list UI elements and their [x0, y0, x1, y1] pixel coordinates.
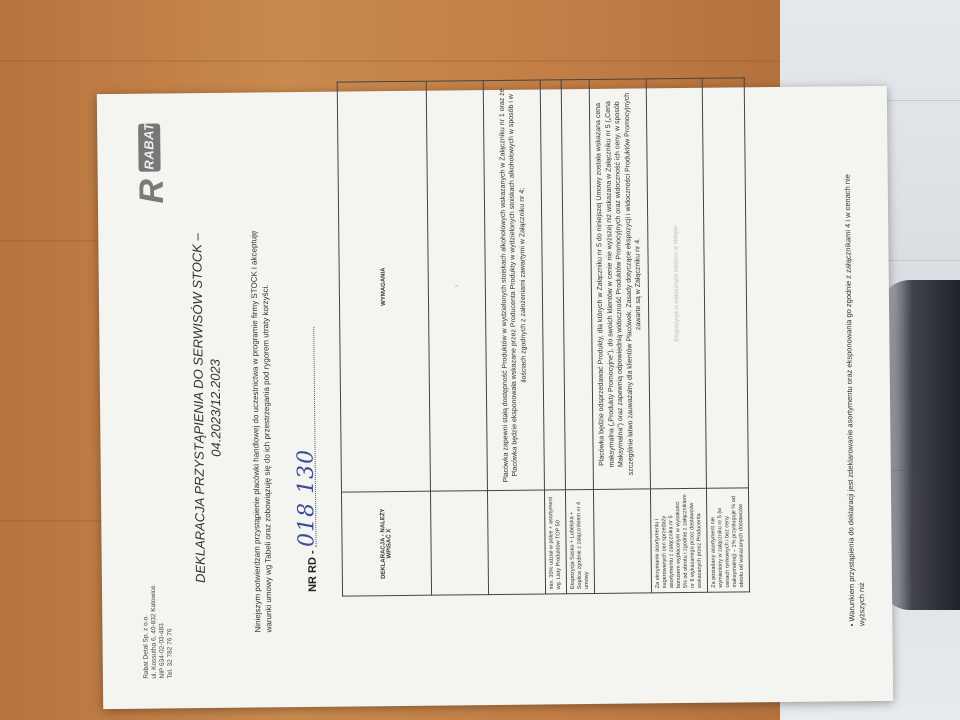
bullet-note: • Warunkiem przystąpienia do deklaracji jest zdeklarowanie asortymentu oraz eksponowania go zgodnie z załącznikami 4 i w cenach nie wyższych niż: [842, 174, 867, 627]
option-exposure-mark: [561, 79, 593, 489]
intro-text: Niniejszym potwierdzam przystąpienie placówki handlowej do uczestnictwa w programie firmy STOCK i akceptuję warunki umowy wg Tabeli oraz zobowiązuję się do ich przestrzegania pod rygorem utraty korzyści.: [249, 230, 274, 633]
rabat-logo: [132, 123, 173, 203]
option-bonus: Za utrzymanie asortymentu i sugerowanych cen sprzedaży asortymentu z załącznika nr 5 bonusem wypłaconym w wysokości 5% od obrotu i zgodnie z załącznikiem nr 6 wykazanego przez dostawców wskazanych przez Producenta: [650, 488, 707, 593]
company-info: [141, 528, 175, 678]
col-declaration-header: DEKLARACJA - NALEŻY WPISAĆ X: [341, 491, 431, 596]
nr-handwritten-value: 018 130: [293, 448, 320, 548]
declaration-cell-2[interactable]: [487, 490, 545, 595]
wood-grain: [0, 60, 780, 62]
option-assortment: Za posiadany asortyment nie wymieniony w załączniku nr 5 (w cenach rynkowych i bez ceny maksymalnej) – 1% przysługuje % od obrotu od wskazanych dostawców: [706, 488, 749, 592]
logo-brand: RABAT: [141, 122, 157, 170]
stamp-cell: x: [426, 81, 487, 492]
option-top50: min. 30% udział w półce + asortyment wg. Listy Produktów TOP 50: [544, 490, 566, 594]
declaration-cell-1[interactable]: [430, 491, 488, 596]
declaration-cell-3[interactable]: [593, 489, 651, 594]
logo-letter: R: [132, 178, 171, 204]
document-paper: [97, 86, 893, 709]
company-line: Rabat Detal Sp. z o.o.: [142, 615, 150, 679]
option-bonus-note: Ekspozycja w widocznym miejscu w sklepie: [646, 78, 706, 489]
declaration-table: [337, 77, 750, 596]
col-requirements-header: WYMAGANIA: [337, 81, 430, 492]
company-line: NIP 634-02-03-483: [158, 623, 166, 679]
option-exposure: Ekspozycja Sasko + Lubelska + Soplica zgodnie z załącznikiem nr 4 umowy: [565, 489, 594, 593]
document-title: [187, 148, 226, 668]
company-line: ul. Kossutha 6, 40-832 Katowice: [149, 585, 158, 679]
title-line-2: 04.2023/12.2023: [207, 359, 224, 457]
nr-label: NR RD -: [306, 550, 320, 592]
document-page: [97, 86, 893, 709]
person-leg-shadow: [880, 280, 960, 610]
requirement-2: Placówka będzie odsprzedawać Produkty, dla których w Załączniku nr 5 do niniejszej Umowy została wskazana cena maksymalna („Produkty Promocyjne”), do swoich klientów w cenie nie wyższej niż wskazana w Załączniku nr 5 („Cena Maksymalna”) oraz zapewnią odpowiednią widoczność Produktów Promocyjnych oraz widoczność ich ceny, w sposób szczególnie łatwo zauważalny dla klientów Placówek. Zasady dotyczące ekspozycji i widoczności Produktów Promocyjnych zawarte są w Załączniku nr 4.: [589, 79, 650, 490]
requirement-1: Placówka zapewni stałą dostępność Produktów w wydzielonych stoiskach alkoholowych wskazanych w Załączniku nr 1 oraz że Placówka będzie eksponowała wskazane przez Producenta Produkty w wydzielonych stoiskach alkoholowych w sposób i w ilościach zgodnych z założeniami zawartymi w Załączniku nr 4;: [483, 80, 544, 491]
option-assortment-mark: [702, 78, 748, 488]
title-line-1: DEKLARACJA PRZYSTĄPIENIA DO SERWISÓW STOCK –: [189, 233, 208, 584]
company-line: Tel. 32 782 76 76: [166, 628, 174, 679]
bullet-text: Warunkiem przystąpienia do deklaracji jest zdeklarowanie asortymentu oraz eksponowania go zgodnie z załącznikami 4 i w cenach nie wyższych niż: [842, 174, 867, 627]
